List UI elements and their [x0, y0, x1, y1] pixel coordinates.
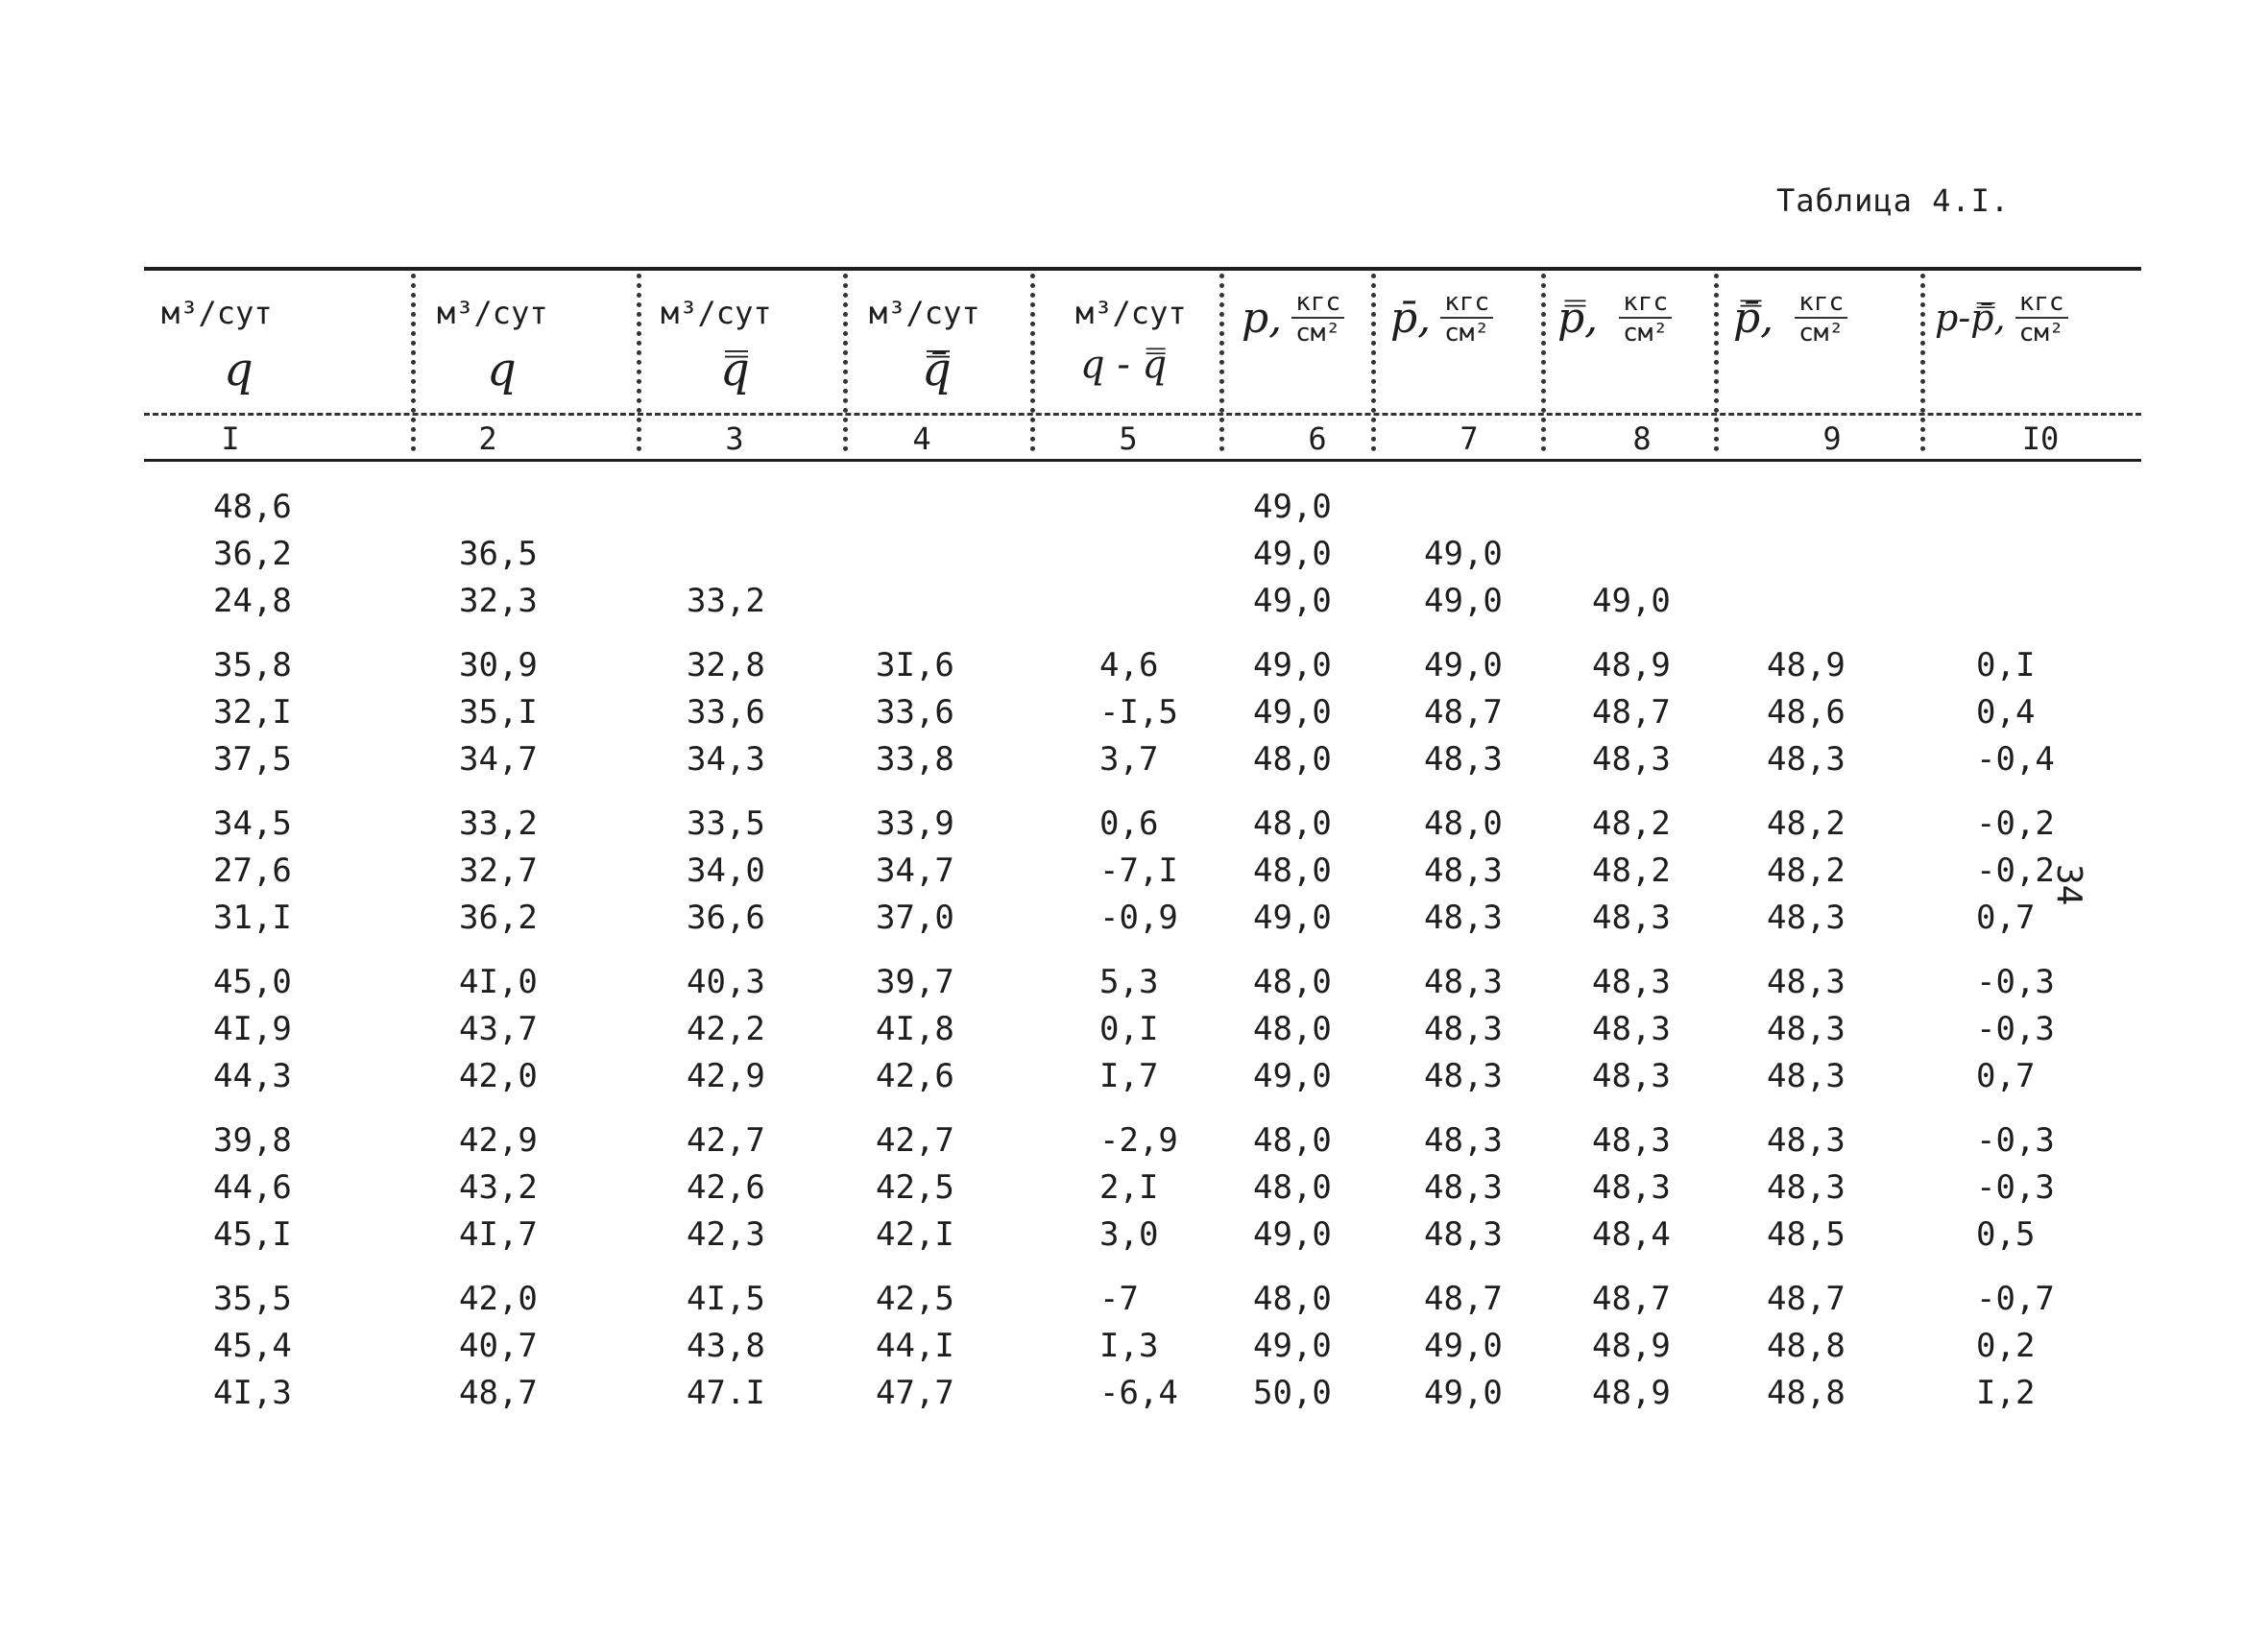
table-cell: 47,7 — [876, 1374, 954, 1412]
table-cell: 36,6 — [687, 899, 765, 937]
table-cell: 42,0 — [459, 1280, 538, 1318]
table-cell: -I,5 — [1099, 693, 1178, 732]
table-cell: -7 — [1099, 1280, 1139, 1318]
table-cell: 0,2 — [1976, 1327, 2036, 1365]
table-cell: 48,3 — [1424, 1215, 1503, 1254]
column-number: 4 — [912, 420, 931, 457]
table-cell: 4I,9 — [213, 1010, 292, 1048]
header-col-10 — [1935, 283, 2141, 408]
table-cell: 33,5 — [687, 804, 765, 843]
table-cell: 48,2 — [1592, 804, 1671, 843]
table-cell: 49,0 — [1253, 1057, 1332, 1095]
table-cell: 49,0 — [1253, 488, 1332, 526]
table-cell: 49,0 — [1424, 1374, 1503, 1412]
table-cell: 4,6 — [1099, 646, 1159, 684]
table-cell: -0,7 — [1976, 1280, 2055, 1318]
table-cell: 48,3 — [1424, 1121, 1503, 1160]
table-row — [0, 1327, 2268, 1373]
table-cell: 37,0 — [876, 899, 954, 937]
table-row — [0, 1121, 2268, 1167]
column-separator — [411, 274, 416, 451]
table-row — [0, 852, 2268, 898]
table-cell: 0,I — [1099, 1010, 1159, 1048]
table-cell: 5,3 — [1099, 963, 1159, 1001]
table-cell: 32,8 — [687, 646, 765, 684]
header-unit: м³/сут — [869, 295, 980, 331]
table-cell: 48,7 — [1592, 1280, 1671, 1318]
header-bottom-rule — [144, 459, 2141, 462]
table-cell: 42,0 — [459, 1057, 538, 1095]
pressure-unit: $\frac{\text{кгс}}{\text{см²}}$ — [1291, 288, 1344, 348]
table-cell: 43,7 — [459, 1010, 538, 1048]
table-cell: 48,0 — [1424, 804, 1503, 843]
table-cell: 48,2 — [1767, 852, 1846, 890]
table-cell: 33,9 — [876, 804, 954, 843]
table-cell: 48,3 — [1767, 1121, 1846, 1160]
table-cell: 48,3 — [1424, 1010, 1503, 1048]
table-cell: 48,3 — [1592, 740, 1671, 779]
table-cell: 45,I — [213, 1215, 292, 1254]
table-cell: 39,8 — [213, 1121, 292, 1160]
table-cell: 48,0 — [1253, 852, 1332, 890]
table-cell: 49,0 — [1253, 646, 1332, 684]
table-cell: 35,5 — [213, 1280, 292, 1318]
table-cell: 44,6 — [213, 1168, 292, 1207]
table-row — [0, 740, 2268, 786]
table-cell: 4I,5 — [687, 1280, 765, 1318]
table-cell: 32,7 — [459, 852, 538, 890]
table-cell: 48,8 — [1767, 1327, 1846, 1365]
table-cell: 48,0 — [1253, 740, 1332, 779]
header-symbol: p, — [1242, 293, 1283, 343]
pressure-unit: $\frac{\text{кгс}}{\text{см²}}$ — [2015, 288, 2068, 348]
table-cell: 43,8 — [687, 1327, 765, 1365]
header-symbol: q — [224, 343, 253, 396]
table-cell: 49,0 — [1424, 646, 1503, 684]
table-cell: 47.I — [687, 1374, 765, 1412]
header-unit: м³/сут — [161, 295, 273, 331]
table-cell: 48,3 — [1767, 963, 1846, 1001]
table-cell: I,7 — [1099, 1057, 1159, 1095]
column-separator — [1030, 274, 1035, 451]
table-cell: 42,2 — [687, 1010, 765, 1048]
header-symbol: q̿ — [720, 343, 750, 396]
table-cell: 33,6 — [687, 693, 765, 732]
header-symbol: p̄, — [1390, 293, 1432, 343]
table-cell: I,3 — [1099, 1327, 1159, 1365]
table-cell: 48,0 — [1253, 1121, 1332, 1160]
table-row — [0, 1374, 2268, 1420]
table-cell: 48,9 — [1767, 646, 1846, 684]
table-cell: 48,3 — [1592, 1057, 1671, 1095]
table-cell: 34,5 — [213, 804, 292, 843]
table-cell: 31,I — [213, 899, 292, 937]
table-cell: 48,3 — [1424, 1168, 1503, 1207]
table-cell: 48,3 — [1592, 1010, 1671, 1048]
table-cell: 42,3 — [687, 1215, 765, 1254]
table-cell: 42,6 — [687, 1168, 765, 1207]
table-row — [0, 646, 2268, 692]
header-col-8 — [1557, 283, 1711, 408]
table-cell: 27,6 — [213, 852, 292, 890]
pressure-unit: $\frac{\text{кгс}}{\text{см²}}$ — [1619, 288, 1672, 348]
header-col-4 — [869, 283, 1023, 408]
table-cell: 49,0 — [1253, 1327, 1332, 1365]
table-cell: -6,4 — [1099, 1374, 1178, 1412]
table-cell: 42,5 — [876, 1168, 954, 1207]
table-cell: 50,0 — [1253, 1374, 1332, 1412]
header-symbol: q — [487, 343, 517, 396]
table-cell: 48,0 — [1253, 804, 1332, 843]
table-row — [0, 582, 2268, 628]
table-cell: 34,3 — [687, 740, 765, 779]
header-symbol: q̿̄ — [922, 343, 952, 396]
column-number: I0 — [2021, 420, 2060, 457]
table-cell: 0,I — [1976, 646, 2036, 684]
column-separator — [1920, 274, 1925, 451]
table-cell: 48,0 — [1253, 1168, 1332, 1207]
table-cell: 40,3 — [687, 963, 765, 1001]
table-cell: 48,3 — [1592, 963, 1671, 1001]
table-cell: 48,7 — [1424, 693, 1503, 732]
table-top-rule — [144, 267, 2141, 271]
table-cell: 48,2 — [1767, 804, 1846, 843]
table-cell: 45,0 — [213, 963, 292, 1001]
column-separator — [1541, 274, 1546, 451]
column-number: 5 — [1119, 420, 1138, 457]
header-col-9 — [1733, 283, 1916, 408]
table-caption: Таблица 4.I. — [1776, 182, 2011, 219]
table-cell: 34,7 — [876, 852, 954, 890]
column-number: I — [221, 420, 240, 457]
table-cell: 0,4 — [1976, 693, 2036, 732]
table-cell: 3I,6 — [876, 646, 954, 684]
table-cell: 48,3 — [1424, 852, 1503, 890]
table-cell: 44,I — [876, 1327, 954, 1365]
table-cell: 36,5 — [459, 535, 538, 573]
table-cell: 48,3 — [1592, 899, 1671, 937]
table-cell: 49,0 — [1253, 693, 1332, 732]
table-cell: -0,3 — [1976, 963, 2055, 1001]
column-number: 6 — [1308, 420, 1327, 457]
column-separator — [637, 274, 641, 451]
header-unit: м³/сут — [437, 295, 548, 331]
table-cell: 34,7 — [459, 740, 538, 779]
table-cell: 42,5 — [876, 1280, 954, 1318]
table-cell: 42,I — [876, 1215, 954, 1254]
table-cell: 34,0 — [687, 852, 765, 890]
table-cell: 48,8 — [1767, 1374, 1846, 1412]
table-cell: 0,5 — [1976, 1215, 2036, 1254]
table-cell: 4I,7 — [459, 1215, 538, 1254]
table-cell: 48,7 — [1592, 693, 1671, 732]
table-cell: 0,7 — [1976, 899, 2036, 937]
table-cell: 32,I — [213, 693, 292, 732]
table-cell: -0,3 — [1976, 1121, 2055, 1160]
table-cell: 48,3 — [1424, 899, 1503, 937]
table-row — [0, 804, 2268, 851]
table-cell: 49,0 — [1592, 582, 1671, 620]
table-cell: 48,3 — [1767, 1168, 1846, 1207]
header-unit: м³/сут — [1075, 295, 1187, 331]
table-cell: 36,2 — [213, 535, 292, 573]
header-col-1 — [161, 283, 401, 408]
table-cell: -0,2 — [1976, 804, 2055, 843]
table-cell: 37,5 — [213, 740, 292, 779]
table-cell: 33,8 — [876, 740, 954, 779]
table-cell: 49,0 — [1253, 535, 1332, 573]
table-cell: -7,I — [1099, 852, 1178, 890]
table-cell: 48,9 — [1592, 1327, 1671, 1365]
table-cell: 43,2 — [459, 1168, 538, 1207]
table-cell: 0,7 — [1976, 1057, 2036, 1095]
header-col-2 — [437, 283, 629, 408]
table-row — [0, 488, 2268, 534]
table-row — [0, 535, 2268, 581]
table-cell: 48,3 — [1767, 899, 1846, 937]
table-cell: 42,9 — [459, 1121, 538, 1160]
pressure-unit: $\frac{\text{кгс}}{\text{см²}}$ — [1440, 288, 1493, 348]
table-row — [0, 1010, 2268, 1056]
table-row — [0, 693, 2268, 739]
table-row — [0, 963, 2268, 1009]
table-cell: 49,0 — [1424, 1327, 1503, 1365]
table-cell: 49,0 — [1424, 582, 1503, 620]
table-cell: 48,3 — [1424, 963, 1503, 1001]
table-cell: 40,7 — [459, 1327, 538, 1365]
table-cell: 49,0 — [1253, 899, 1332, 937]
table-cell: 42,7 — [687, 1121, 765, 1160]
page-number: 34 — [2049, 864, 2088, 906]
table-cell: 49,0 — [1253, 582, 1332, 620]
table-cell: 48,2 — [1592, 852, 1671, 890]
table-cell: 48,9 — [1592, 1374, 1671, 1412]
table-cell: 48,0 — [1253, 1280, 1332, 1318]
table-cell: 33,2 — [459, 804, 538, 843]
table-row — [0, 1215, 2268, 1261]
column-number: 7 — [1460, 420, 1479, 457]
table-cell: 39,7 — [876, 963, 954, 1001]
table-cell: -0,3 — [1976, 1010, 2055, 1048]
table-cell: -2,9 — [1099, 1121, 1178, 1160]
table-cell: 48,5 — [1767, 1215, 1846, 1254]
table-cell: 42,9 — [687, 1057, 765, 1095]
column-separator — [1219, 274, 1224, 451]
table-cell: 48,4 — [1592, 1215, 1671, 1254]
table-row — [0, 1280, 2268, 1326]
table-cell: 48,3 — [1424, 1057, 1503, 1095]
table-cell: 48,3 — [1592, 1168, 1671, 1207]
header-unit: м³/сут — [661, 295, 772, 331]
table-cell: 48,6 — [213, 488, 292, 526]
column-separator — [843, 274, 848, 451]
table-cell: 48,7 — [459, 1374, 538, 1412]
column-separator — [1714, 274, 1719, 451]
column-number: 8 — [1632, 420, 1652, 457]
table-cell: 35,8 — [213, 646, 292, 684]
table-cell: 4I,0 — [459, 963, 538, 1001]
table-cell: 2,I — [1099, 1168, 1159, 1207]
table-row — [0, 899, 2268, 945]
header-symbol: p-p̿̄, — [1935, 297, 2006, 339]
column-number: 9 — [1822, 420, 1842, 457]
table-cell: 42,6 — [876, 1057, 954, 1095]
table-cell: 48,3 — [1767, 740, 1846, 779]
table-cell: -0,3 — [1976, 1168, 2055, 1207]
table-cell: 48,6 — [1767, 693, 1846, 732]
header-col-5 — [1075, 283, 1219, 408]
table-cell: 3,0 — [1099, 1215, 1159, 1254]
table-cell: 48,3 — [1767, 1010, 1846, 1048]
table-cell: I,2 — [1976, 1374, 2036, 1412]
table-cell: 33,2 — [687, 582, 765, 620]
table-cell: 49,0 — [1253, 1215, 1332, 1254]
column-number: 3 — [725, 420, 744, 457]
table-cell: 42,7 — [876, 1121, 954, 1160]
table-cell: -0,2 — [1976, 852, 2055, 890]
table-cell: 0,6 — [1099, 804, 1159, 843]
header-col-6 — [1242, 283, 1366, 408]
table-cell: 36,2 — [459, 899, 538, 937]
header-dashed-rule — [144, 413, 2141, 416]
table-cell: 24,8 — [213, 582, 292, 620]
table-cell: 48,7 — [1767, 1280, 1846, 1318]
table-cell: 49,0 — [1424, 535, 1503, 573]
table-cell: -0,4 — [1976, 740, 2055, 779]
table-cell: 35,I — [459, 693, 538, 732]
table-cell: 48,0 — [1253, 963, 1332, 1001]
table-cell: 48,3 — [1424, 740, 1503, 779]
table-row — [0, 1168, 2268, 1214]
table-cell: 33,6 — [876, 693, 954, 732]
table-cell: 4I,8 — [876, 1010, 954, 1048]
table-cell: 48,3 — [1767, 1057, 1846, 1095]
table-row — [0, 1057, 2268, 1103]
table-cell: 44,3 — [213, 1057, 292, 1095]
table-cell: 3,7 — [1099, 740, 1159, 779]
column-number: 2 — [478, 420, 497, 457]
header-symbol: p̿̄, — [1733, 293, 1774, 343]
table-cell: 45,4 — [213, 1327, 292, 1365]
header-symbol: p̿, — [1557, 293, 1599, 343]
table-cell: 48,3 — [1592, 1121, 1671, 1160]
table-cell: 30,9 — [459, 646, 538, 684]
table-cell: 48,7 — [1424, 1280, 1503, 1318]
table-cell: 4I,3 — [213, 1374, 292, 1412]
table-cell: -0,9 — [1099, 899, 1178, 937]
pressure-unit: $\frac{\text{кгс}}{\text{см²}}$ — [1795, 288, 1847, 348]
header-col-7 — [1390, 283, 1534, 408]
table-cell: 48,0 — [1253, 1010, 1332, 1048]
table-cell: 32,3 — [459, 582, 538, 620]
header-col-3 — [661, 283, 833, 408]
header-symbol: q - q̿ — [1080, 343, 1168, 387]
table-cell: 48,9 — [1592, 646, 1671, 684]
